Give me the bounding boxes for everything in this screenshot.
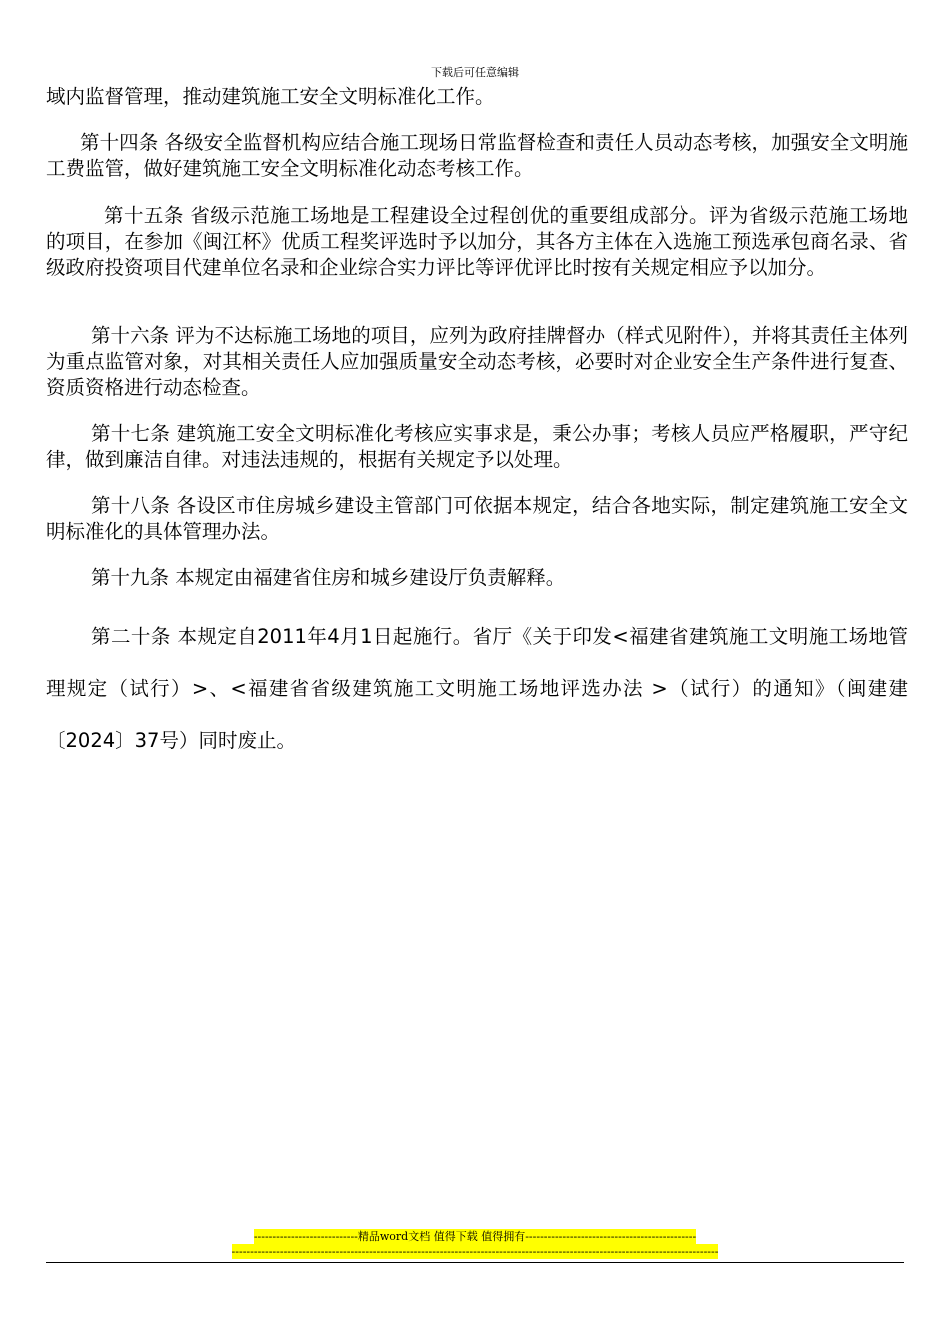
- article-18: 第十八条 各设区市住房城乡建设主管部门可依据本规定，结合各地实际，制定建筑施工安全文明标准化的具体管理办法。: [46, 494, 908, 543]
- footer-line-1: ----------------------------精品word文档 值得下载 值得拥有----------------------------------------------: [253, 1230, 697, 1243]
- article-17: 第十七条 建筑施工安全文明标准化考核应实事求是，秉公办事；考核人员应严格履职，严守纪律，做到廉洁自律。对违法违规的，根据有关规定予以处理。: [46, 422, 908, 471]
- article-16: 第十六条 评为不达标施工场地的项目，应列为政府挂牌督办（样式见附件），并将其责任主体列为重点监管对象，对其相关责任人应加强质量安全动态考核，必要时对企业安全生产条件进行复查、资质资格进行动态检查。: [46, 324, 908, 399]
- article-20: 第二十条 本规定自2011年4月1日起施行。省厅《关于印发<福建省建筑施工文明施工场地管理规定（试行）>、<福建省省级建筑施工文明施工场地评选办法 >（试行）的通知》（闽建建〔2024〕37号）同时废止。: [46, 625, 908, 752]
- footer-banner: [0, 1229, 950, 1259]
- article-15: 第十五条 省级示范施工场地是工程建设全过程创优的重要组成部分。评为省级示范施工场地的项目，在参加《闽江杯》优质工程奖评选时予以加分，其各方主体在入选施工预选承包商名录、省级政府投资项目代建单位名录和企业综合实力评比等评优评比时按有关规定相应予以加分。: [46, 204, 908, 279]
- footer-divider: [46, 1262, 904, 1263]
- footer-line-2: -----------------------------------------------------------------------------------------------------------------------------------: [231, 1245, 719, 1258]
- article-19: 第十九条 本规定由福建省住房和城乡建设厅负责解释。: [91, 566, 566, 589]
- paragraph-continuation: 域内监督管理，推动建筑施工安全文明标准化工作。: [46, 85, 495, 108]
- article-14: 第十四条 各级安全监督机构应结合施工现场日常监督检查和责任人员动态考核，加强安全文明施工费监管，做好建筑施工安全文明标准化动态考核工作。: [46, 131, 908, 180]
- page-header: 下载后可任意编辑: [431, 66, 519, 79]
